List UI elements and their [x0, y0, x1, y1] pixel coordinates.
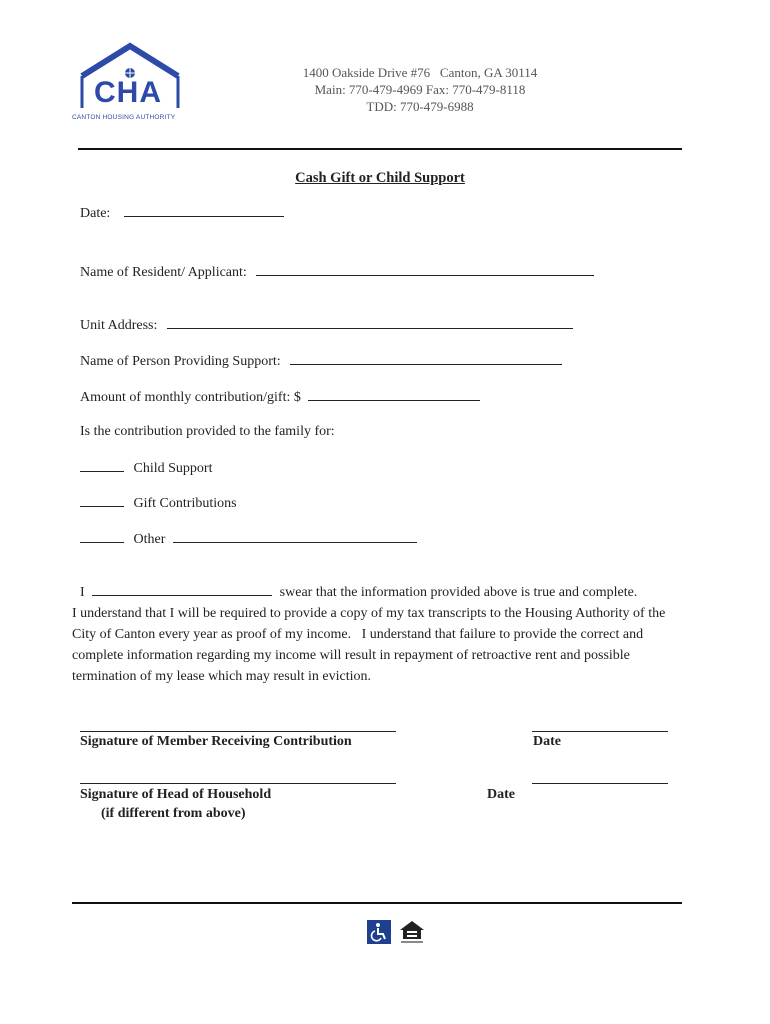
gift-check-line[interactable]	[80, 494, 124, 507]
member-signature-line[interactable]	[80, 731, 396, 732]
logo-abbrev: CHA	[94, 76, 162, 109]
child-support-check-line[interactable]	[80, 459, 124, 472]
amount-input-line[interactable]	[308, 388, 480, 401]
option-child-support	[80, 459, 212, 477]
provider-field-row	[80, 352, 562, 370]
head-date-label: Date	[487, 787, 515, 802]
statement-paragraph	[72, 582, 684, 687]
other-check-line[interactable]	[80, 530, 124, 543]
member-signature-label: Signature of Member Receiving Contribution	[80, 734, 352, 749]
address-block	[220, 64, 620, 115]
head-signature-sublabel: (if different from above)	[101, 806, 246, 821]
member-date-line[interactable]	[532, 731, 668, 732]
equal-housing-icon	[399, 920, 423, 944]
phone-line: Main: 770-479-4969 Fax: 770-479-8118	[314, 82, 526, 97]
resident-label: Name of Resident/ Applicant:	[80, 265, 247, 280]
amount-label: Amount of monthly contribution/gift: $	[80, 390, 301, 405]
statement-body: I understand that I will be required to provide a copy of my tax transcripts to the Housing Authority of the City of Canton every year as proof of my income. I understand that failure to provide the correct and complete information regarding my income will result in repayment of retroactive rent and possible termination of my lease which may result in eviction.	[72, 606, 669, 684]
resident-input-line[interactable]	[256, 263, 594, 276]
statement-suffix: swear that the information provided above is true and complete.	[279, 585, 638, 600]
contribution-question: Is the contribution provided to the family for:	[80, 424, 335, 439]
header-divider	[78, 148, 682, 150]
form-title: Cash Gift or Child Support	[295, 170, 465, 186]
option-gift	[80, 494, 237, 512]
option-other	[80, 530, 417, 548]
tdd-line: TDD: 770-479-6988	[366, 99, 474, 114]
child-support-label: Child Support	[133, 461, 213, 476]
date-field-row	[80, 204, 284, 222]
other-input-line[interactable]	[173, 530, 417, 543]
head-signature-line[interactable]	[80, 783, 396, 784]
date-label: Date:	[80, 206, 111, 221]
resident-field-row	[80, 263, 594, 281]
member-date-label: Date	[533, 734, 561, 749]
date-input-line[interactable]	[124, 204, 284, 217]
amount-field-row	[80, 388, 480, 406]
gift-label: Gift Contributions	[133, 496, 237, 511]
unit-address-input-line[interactable]	[167, 316, 573, 329]
head-signature-label: Signature of Head of Household	[80, 787, 272, 802]
other-label: Other	[133, 532, 166, 547]
statement-name-line[interactable]	[92, 583, 272, 596]
statement-prefix: I	[80, 585, 85, 600]
head-date-line[interactable]	[532, 783, 668, 784]
provider-input-line[interactable]	[290, 352, 562, 365]
unit-field-row	[80, 316, 573, 334]
logo-org-name: CANTON HOUSING AUTHORITY	[72, 114, 176, 121]
footer-divider	[72, 902, 682, 904]
wheelchair-icon	[367, 920, 391, 944]
address-line: 1400 Oakside Drive #76 Canton, GA 30114	[302, 65, 538, 80]
unit-address-label: Unit Address:	[80, 318, 158, 333]
provider-label: Name of Person Providing Support:	[80, 354, 281, 369]
